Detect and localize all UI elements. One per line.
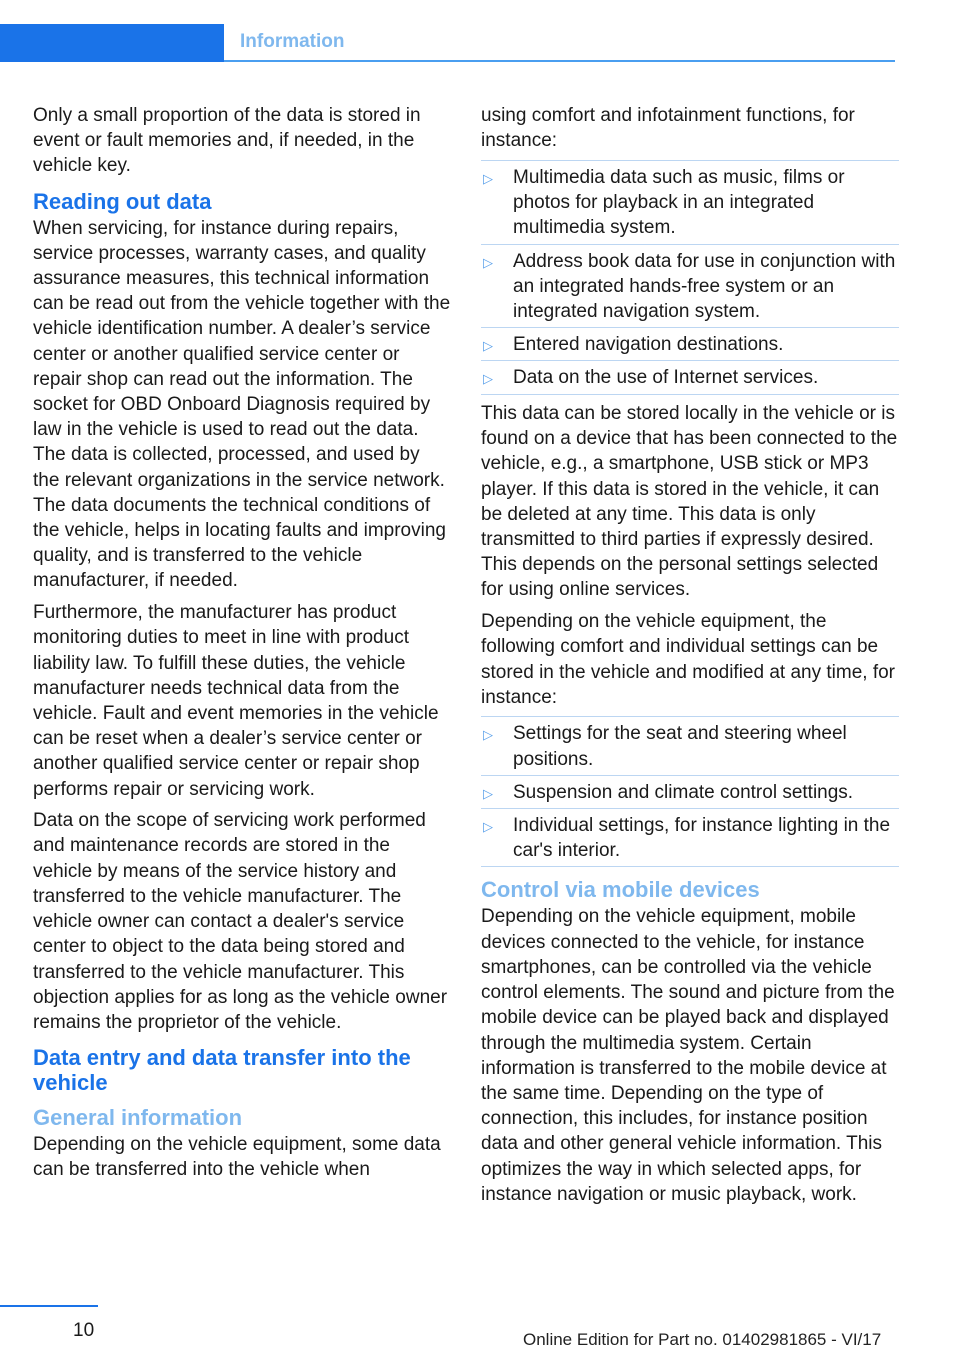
settings-list <box>481 716 899 867</box>
section-title: Information <box>240 31 345 52</box>
reading-paragraph-2: Furthermore, the manufacturer has product monitoring duties to meet in line with product liability law. To fulfill these duties, the vehicle manufacturer needs technical data from the vehicle. Fault and event memories in the vehicle can be reset when a dealer’s service center or another qualified service center or repair shop performs repair or servicing work. <box>33 602 439 800</box>
bullet-triangle-icon: ▷ <box>483 170 493 186</box>
infotainment-data-list <box>481 160 899 395</box>
mobile-devices-heading: Control via mobile devices <box>481 877 760 903</box>
right-column <box>481 103 899 1213</box>
bullet-triangle-icon: ▷ <box>483 371 493 387</box>
page-number: 10 <box>73 1320 95 1341</box>
footer-rule <box>0 1305 98 1307</box>
list-item: ▷ Individual settings, for instance lighting in the car's interior. <box>481 809 899 867</box>
header-rule <box>224 60 895 62</box>
list-item: ▷ Settings for the seat and steering wheel positions. <box>481 716 899 775</box>
list-item: ▷ Suspension and climate control settings. <box>481 776 899 809</box>
equipment-paragraph: Depending on the vehicle equipment, the following comfort and individual settings can be stored in the vehicle and modified at any time, for instance: <box>481 611 896 708</box>
stored-data-paragraph: This data can be stored locally in the vehicle or is found on a device that has been connected to the vehicle, e.g., a smartphone, USB stick or MP3 player. If this data is stored in the vehicle, it can be deleted at any time. This data is only transmitted to third parties if expressly desired. This depends on the personal settings selected for using online services. <box>481 403 898 601</box>
intro-paragraph: Only a small proportion of the data is stored in event or fault memories and, if needed, in the vehicle key. <box>33 105 421 177</box>
list-item: ▷ Multimedia data such as music, films or photos for playback in an integrated multimedia system. <box>481 160 899 245</box>
left-column <box>33 103 451 1189</box>
list-item: ▷ Address book data for use in conjunction with an integrated hands-free system or an integrated navigation system. <box>481 245 899 329</box>
general-paragraph: Depending on the vehicle equipment, some data can be transferred into the vehicle when <box>33 1134 441 1181</box>
reading-out-data-heading: Reading out data <box>33 188 212 214</box>
data-entry-heading: Data entry and data transfer into the vehicle <box>33 1045 411 1096</box>
bullet-triangle-icon: ▷ <box>483 785 493 801</box>
bullet-triangle-icon: ▷ <box>483 254 493 270</box>
list-item: ▷ Data on the use of Internet services. <box>481 361 899 394</box>
reading-paragraph-3: Data on the scope of servicing work performed and maintenance records are stored in the vehicle by means of the service history and transferred to the vehicle manufacturer. The vehicle owner can contact a dealer's service center to object to the data being stored and transferred to the vehicle manufacturer. This objection applies for as long as the vehicle owner remains the proprietor of the vehicle. <box>33 810 448 1033</box>
header-accent-bar <box>0 24 224 62</box>
bullet-triangle-icon: ▷ <box>483 727 493 743</box>
list-item: ▷ Entered navigation destinations. <box>481 328 899 361</box>
mobile-devices-paragraph: Depending on the vehicle equipment, mobile devices connected to the vehicle, for instance smartphones, can be controlled via the vehicle control elements. The sound and picture from the mobile device can be played back and displayed through the multimedia system. Certain information is transferred to the mobile device at the same time. Depending on the type of connection, this includes, for instance position data and other general vehicle information. This optimizes the way in which selected apps, for instance navigation or music playback, work. <box>481 906 895 1205</box>
edition-note: Online Edition for Part no. 01402981865 - VI/17 <box>523 1330 882 1349</box>
bullet-triangle-icon: ▷ <box>483 338 493 354</box>
reading-paragraph-1: When servicing, for instance during repairs, service processes, warranty cases, and quality assurance measures, this technical information can be read out from the vehicle together with the vehicle identification number. A dealer’s service center or another qualified service center or repair shop can read out the information. The socket for OBD Onboard Diagnosis required by law in the vehicle is used to read out the data. The data is collected, processed, and used by the relevant organizations in the service network. The data documents the technical conditions of the vehicle, helps in locating faults and improving quality, and is transferred to the vehicle manufacturer, if needed. <box>33 217 451 592</box>
bullet-triangle-icon: ▷ <box>483 819 493 835</box>
continued-paragraph: using comfort and infotainment functions, for instance: <box>481 105 855 152</box>
general-information-heading: General information <box>33 1105 243 1131</box>
